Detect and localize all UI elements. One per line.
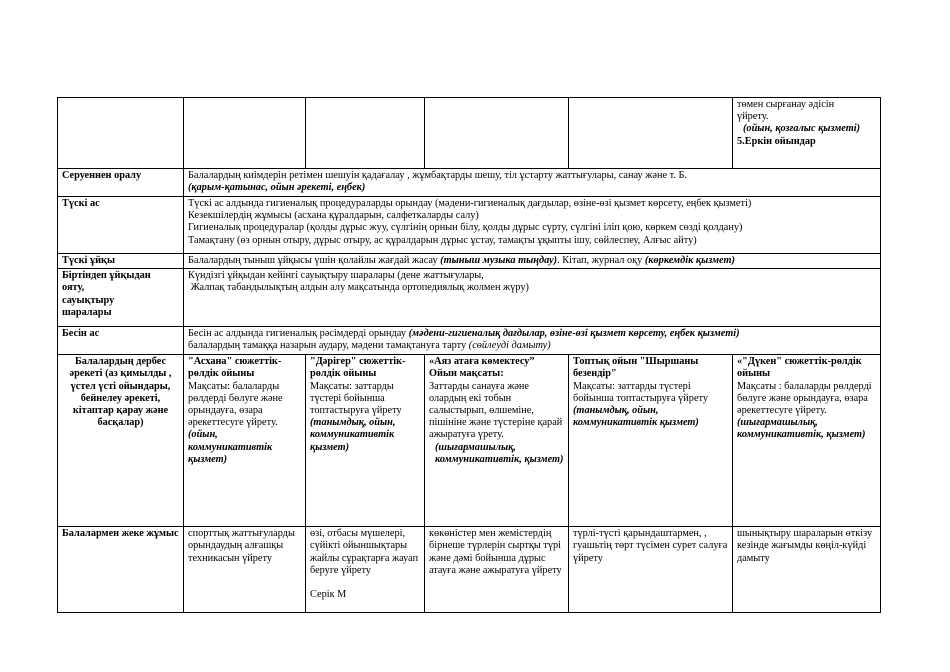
cell-text (188, 328, 876, 340)
table-cell-content (184, 269, 881, 327)
game-goal: Мақсаты: заттарды түстері бойынша топтастыруға үйрету (310, 380, 402, 417)
table-row-wake-up (58, 269, 881, 327)
table-cell-game (733, 355, 881, 527)
table-cell-individual (184, 527, 306, 613)
table-cell-game (569, 355, 733, 527)
game-goal: Мақсаты: балаларды рөлдерді бөлуге және орындауға, өзара әрекеттесуге үйрету. (188, 380, 283, 429)
row-label-line: ояту, (62, 282, 85, 294)
row-label: Балалардың дербес әрекеті (аз қимылды , үстел үсті ойындары, бейнелеу әрекеті, кітаптар қарау және басқалар) (58, 355, 184, 527)
table-cell-individual (733, 527, 881, 613)
cell-text-line: төмен сырғанау әдісін (737, 99, 835, 110)
table-cell-empty (306, 98, 425, 169)
cell-text-line: Түскі ас алдында гигиеналық процедураларды орындау (мәдени-гигиеналық дағдылар, өзіне-өзі қызмет көрсету, еңбек қызметі) (188, 198, 752, 209)
table-row-continuation (58, 98, 881, 169)
table-cell-empty (58, 98, 184, 169)
cell-text: спорттық жаттығуларды орындаудың алғашқы техникасын үйрету (188, 528, 295, 564)
row-label: Балалармен жеке жұмыс (58, 527, 184, 613)
table-cell-empty (425, 98, 569, 169)
row-label-line: сауықтыру (62, 294, 115, 306)
table-row-snack (58, 327, 881, 355)
activity-tag: (танымдық, ойын, коммуникативтік қызмет) (573, 405, 699, 429)
cell-text (188, 255, 876, 267)
cell-text-part: . Кітап, журнал оқу (557, 255, 643, 266)
game-title: «Аяз атаға көмектесу” (429, 356, 535, 368)
game-goal: Заттарды санауға және олардың екі тобын салыстырып, өлшеміне, пішініне және түстеріне қарай ажыратуға үрету. (429, 380, 563, 441)
activity-tag: (шығармашылық, коммуникативтік, қызмет) (737, 417, 866, 441)
cell-text-part: балалардың тамаққа назарын аудару, мәдени тамақтануға тарту (188, 340, 467, 352)
table-cell-game (425, 355, 569, 527)
activity-tag: (мәдени-гигиеналық дағдылар, өзіне-өзі қызмет көрсету, еңбек қызметі) (408, 328, 740, 340)
cell-text: өзі, отбасы мүшелері, сүйікті ойыншықтары жайлы сұрақтарға жауап беруге үйрету (310, 528, 419, 576)
row-label: Серуеннен оралу (58, 169, 184, 197)
table-cell-game (184, 355, 306, 527)
row-label-line: шаралары (62, 306, 112, 318)
cell-text-line: Тамақтану (өз орнын отыру, дұрыс отыру, ас құралдарын дұрыс ұстау, тамақты ұқыпты ішу, сөйлеспеу, Алғыс айту) (188, 234, 697, 246)
game-title: «"Дүкен" сюжеттік-рөлдік ойыны (737, 356, 862, 380)
table-cell-individual (425, 527, 569, 613)
cell-text: шынықтыру шараларын өткізу кезінде жағымды көңіл-күйді дамыту (737, 528, 873, 564)
activity-tag: (шығармашылық, коммуникативтік, қызмет) (435, 441, 564, 465)
table-row-walk-return (58, 169, 881, 197)
activity-tag: (қарым-қатынас, ойын әрекеті, еңбек) (188, 182, 366, 194)
table-cell-empty (569, 98, 733, 169)
activity-tag: (танымдық, ойын, коммуникативтік қызмет) (310, 417, 396, 453)
game-title: "Дәрігер" сюжеттік-рөлдік ойыны (310, 356, 406, 380)
table-cell-outdoor-games (733, 98, 881, 169)
activity-tag: (ойын, коммуникативтік қызмет) (188, 429, 273, 465)
table-row-lunch (58, 197, 881, 254)
cell-text-line: Күндізгі ұйқыдан кейінгі сауықтыру шаралары (дене жаттығулары, (188, 270, 484, 282)
game-goal-label: Ойын мақсаты: (429, 368, 504, 380)
table-row-individual-work (58, 527, 881, 613)
table-cell-content (184, 197, 881, 254)
activity-tag: (тыныш музыка тыңдау) (440, 255, 558, 266)
cell-text-line: Гигиеналық процедуралар (қолды дұрыс жуу, сүлгінің орнын білу, қолды дұрыс сүрту, сүлгіні іліп қою, көркем сөзді қолдану) (188, 222, 743, 234)
table-row-independent-activity (58, 355, 881, 527)
row-label-line: Біртіндеп ұйқыдан (62, 270, 151, 282)
child-name: Серік М (310, 589, 347, 601)
table-cell-content (184, 169, 881, 197)
cell-text: Балалардың киімдерін ретімен шешуін қадағалау , жұмбақтарды шешу, тіл ұстарту жаттығулары, санау және т. Б. (188, 170, 687, 181)
cell-text-line: үйрету. (737, 111, 769, 123)
row-label: Түскі ұйқы (58, 254, 184, 269)
row-label: Бесін ас (58, 327, 184, 355)
table-cell-content (184, 327, 881, 355)
table-cell-individual (306, 527, 425, 613)
game-title: Топтық ойын "Шыршаны безендір" (573, 356, 699, 380)
row-label: Түскі ас (58, 197, 184, 254)
cell-text-line: Кезекшілердің жұмысы (асхана құралдарын, салфеткаларды салу) (188, 210, 479, 222)
daily-plan-table (57, 97, 881, 613)
game-goal: Мақсаты : балаларды рөлдерді бөлуге және орындауға, өзара әрекеттесуге үйрету. (737, 380, 872, 417)
cell-text (188, 340, 876, 352)
game-goal: Мақсаты: заттарды түстері бойынша топтастыруға үйрету (573, 380, 709, 404)
row-label (58, 269, 184, 327)
cell-text-part: Балалардың тыныш ұйқысы үшін қолайлы жағдай жасау (188, 255, 438, 266)
cell-text-part: Бесін ас алдында гигиеналық рәсімдерді орындау (188, 328, 406, 340)
cell-text-line: Жалпақ табандылықтың алдын алу мақсатында ортопедиялық жолмен жүру) (188, 282, 529, 294)
game-title: "Асхана" сюжеттік-рөлдік ойыны (188, 356, 282, 380)
cell-text: түрлі-түсті қарындаштармен, , гуашьтің төрт түсімен сурет салуға үйрету (573, 528, 728, 564)
activity-tag: (көркемдік қызмет) (644, 255, 735, 266)
activity-tag: (ойын, қозғалыс қызметі) (743, 123, 860, 135)
table-cell-content (184, 254, 881, 269)
table-cell-game (306, 355, 425, 527)
table-row-nap (58, 254, 881, 269)
table-cell-individual (569, 527, 733, 613)
cell-text: көкөністер мен жемістердің бірнеше түрлерін сыртқы түрі және дәмі бойынша дұрыс атауға және ажыратуға үйрету (429, 528, 562, 576)
table-cell-empty (184, 98, 306, 169)
activity-tag: (сөйлеуді дамыту) (468, 340, 551, 352)
section-heading: 5.Еркін ойындар (737, 135, 816, 147)
